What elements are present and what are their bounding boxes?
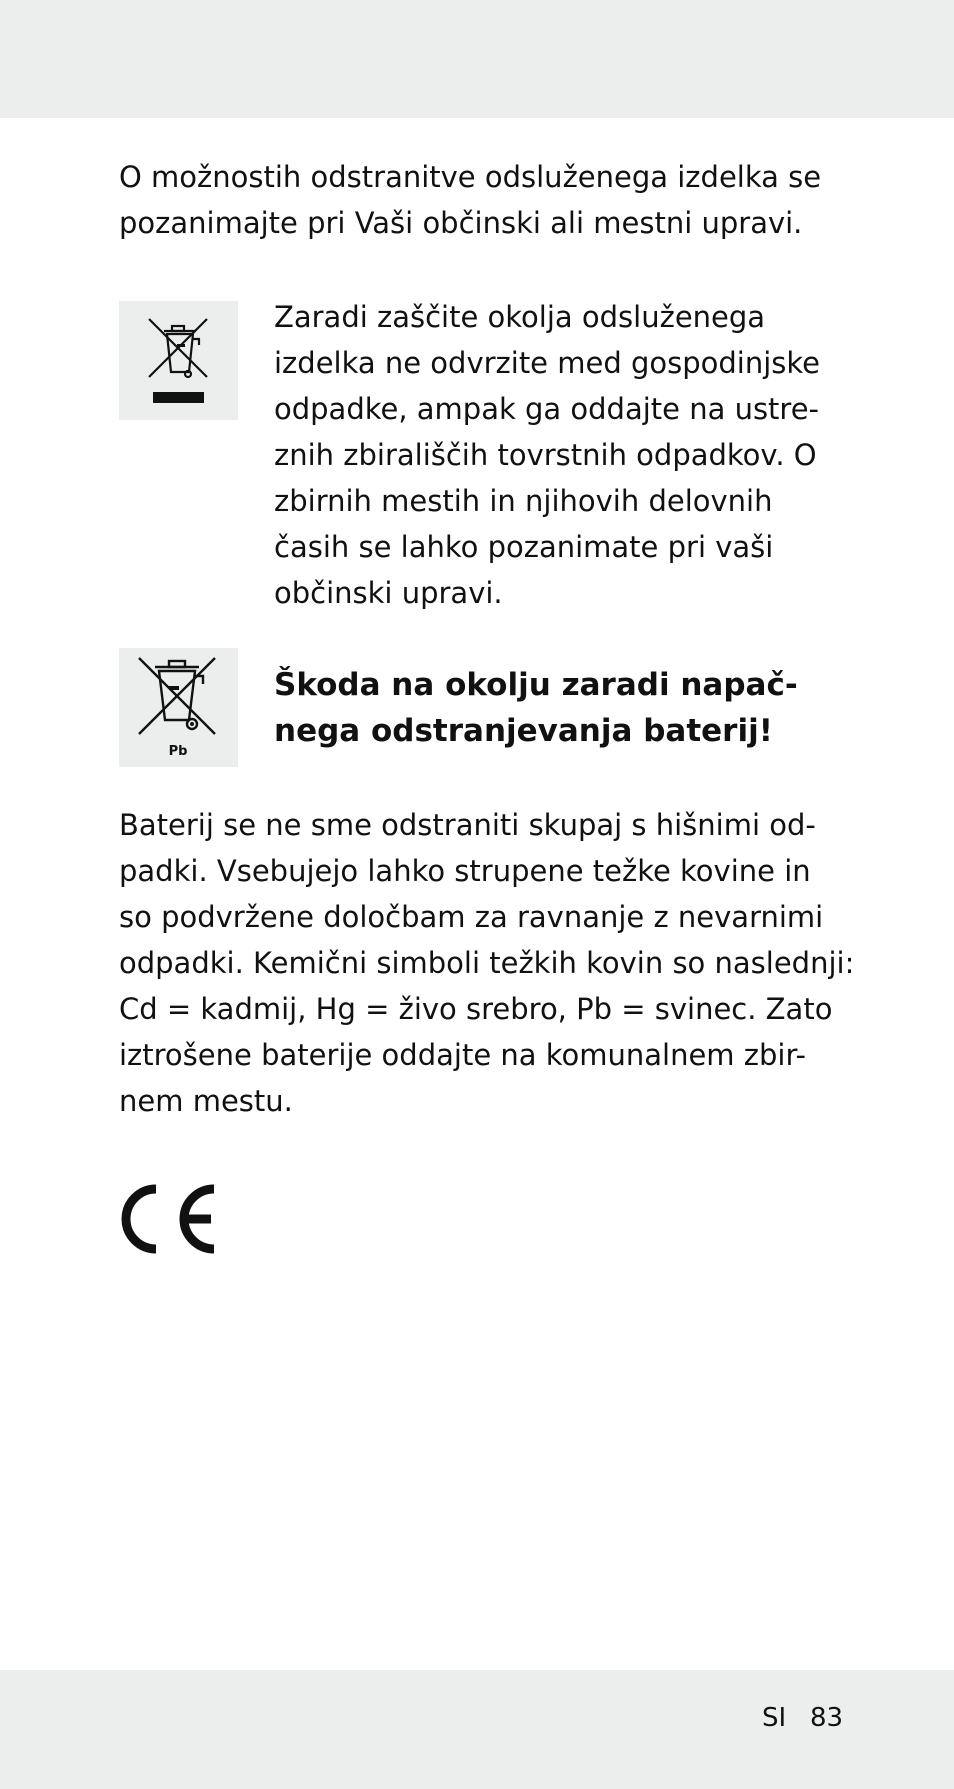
text-line: Baterij se ne sme odstraniti skupaj s hišnimi od- [119,808,816,842]
heading-line: nega odstranjevanja baterij! [274,713,773,749]
text-line: časih se lahko pozanimate pri vaši [274,530,774,564]
text-line: zbirnih mestih in njihovih delovnih [274,484,773,518]
crossed-out-wheelie-bin-pb-icon [119,648,238,767]
text-line: Zaradi zaščite okolja odsluženega [274,300,766,334]
crossed-out-wheelie-bin-icon [119,301,238,420]
battery-warning-heading [274,662,798,754]
footer-language-code: SI [762,1703,787,1733]
text-line: O možnostih odstranitve odsluženega izdelka se [119,160,822,194]
text-line: so podvržene določbam za ravnanje z nevarnimi [119,900,824,934]
text-line: iztrošene baterije oddajte na komunalnem zbir- [119,1038,806,1072]
text-line: izdelka ne odvrzite med gospodinjske [274,346,820,380]
text-line: padki. Vsebujejo lahko strupene težke kovine in [119,854,811,888]
text-line: odpadke, ampak ga oddajte na ustre- [274,392,820,426]
text-line: znih zbirališčih tovrstnih odpadkov. O [274,438,817,472]
text-line: Cd = kadmij, Hg = živo srebro, Pb = svinec. Zato [119,992,833,1026]
text-line: nem mestu. [119,1084,293,1118]
text-line: odpadki. Kemični simboli težkih kovin so naslednji: [119,946,855,980]
heading-line: Škoda na okolju zaradi napač- [274,667,798,703]
footer-page-number: 83 [810,1703,844,1733]
weee-paragraph [274,294,820,616]
text-line: občinski upravi. [274,576,503,610]
disposal-info-paragraph [119,154,821,246]
battery-icon-label: Pb [168,744,188,759]
battery-paragraph [119,802,854,1124]
ce-mark-icon [119,1182,219,1260]
header-band [0,0,954,118]
text-line: pozanimajte pri Vaši občinski ali mestni upravi. [119,206,803,240]
